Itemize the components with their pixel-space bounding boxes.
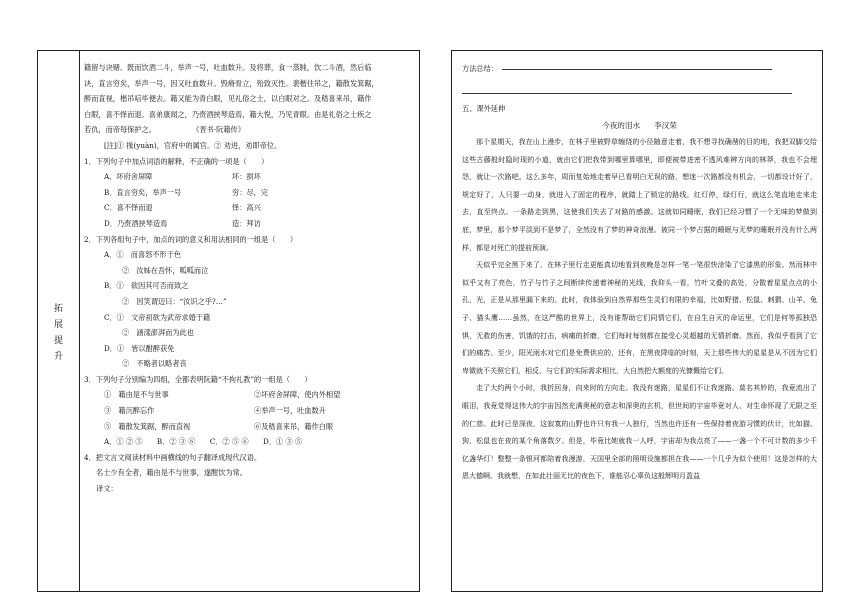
passage-line: 诀，直言穷矣，举声一号，因又吐血数升。毁瘠骨立，殆致灭性。裴楷往吊之，籍散发箕踞， [84, 78, 379, 88]
passage-line: 籍留与诀赌。既而饮酒二斗，举声一号，吐血数升。及将葬，食一蒸肫，饮二斗酒，然后临 [84, 63, 372, 72]
method-summary-row [462, 60, 817, 77]
question-4-sentence: 名士少有全者，籍由是不与世事，遂酣饮为常。 [96, 468, 247, 478]
method-summary-answer-line[interactable] [502, 69, 772, 70]
question-4-stem: 4．把文言文阅读材料中画横线的句子翻译成现代汉语。 [84, 452, 262, 462]
essay-paragraph: 天似乎完全黑下来了，在林子里行走更能真切地看到夜晚是怎样一笔一笔很快涂染了它漆黑的形象。然而林中似乎又有了亮色，竹子与竹子之间断续传递着神秘的光线，我仰头一看，竹叶文叠的高处，分散着星星点点的小孔，光，正是从那里漏下来的。此时，我体验到自然界那些生灵们有限的幸福，比如野猪、松鼠、刺猬、山羊、兔子、猫头鹰……虽然，在这严酷的世界上，没有谁帮助它们同情它们，在自生自灭的命运里，它们是何等孤独恐惧，无救的伤害，饥饿的打击，病痛的折磨，它们每时每刻都在接受心灵超越的无情折磨。然而，我似乎看到了它们的痛苦。至少，阳光雨水对它们是免费供应的，还有，在黑夜降临的时刻，天上那些伟大的星星是从不因为它们卑微就不关照它们，相反，与它们的实际需求相比，大自然把大额度的光慷慨给它们。 [462, 261, 817, 375]
question-2-row: ② 因笑谓迈曰：“汝识之乎?…” [122, 296, 227, 306]
question-1-option: D．乃赍酒挟琴造焉 造：拜访 [104, 218, 261, 228]
question-3-pair: ⑤ 籍散发箕踞，醉而直视 ⑥及嵇喜来吊，籍作白眼 [104, 421, 334, 431]
side-label-char: 拓 [53, 304, 63, 314]
question-1-option: C．喜不怿而退 怿：高兴 [104, 203, 261, 213]
side-label-char: 升 [53, 352, 63, 362]
classical-text-section [84, 60, 416, 497]
question-2-row: A．① 而喜怒不形于色 [104, 250, 182, 260]
question-3-answers: A．① ② ⑤ B．② ③ ⑥ C．② ⑤ ⑥ D．① ③ ⑤ [104, 437, 303, 447]
question-2-stem: 2．下列各组句子中，加点的词的意义和用法相同的一组是（ ） [84, 234, 298, 244]
essay-paragraph: 那个星期天，我在山上漫步，在林子里被野草缠绕的小径随意走着，我不想寻找确凿的目的地，我把双脚交给这些古藤般时隐时现的小道，就由它们把我带到哪里算哪里，即便被带进密不透风难辨方向的林莽，我也不会埋怨，就让一次路吧。这么多年，周而复始地走着早已看明白无误的路，想迷一次路都没有机会，一切都设计好了，规定好了，人只要一动身，就进入了固定的程序，就踏上了锁定的路线，红灯停，绿灯行，就这么笔直地走来走去，直至终点。一条路走到黑，这使我们失去了对路的感激。这就如同睡眠，我们已经习惯了一个无味的梦做到底，梦里，那个梦平淡到不是梦了，全然没有了梦的神奇浪漫。被同一个梦占据的睡眠与无梦的睡眠并没有什么两样，都是对死亡的提前预演。 [462, 138, 817, 252]
question-3-stem: 3．下列句子分别编为四组，全都表明阮籍“不拘礼教”的一组是（ ） [84, 374, 312, 384]
essay-title-row [462, 117, 817, 134]
passage-line: 白眼，喜不怿而退。喜弟康闻之，乃赍酒挟琴造焉，籍大悦，乃见青眼。由是礼俗之士疾之 [84, 109, 372, 119]
passage-line: 若仇，而帝每保护之。 《晋书·阮籍传》 [84, 125, 245, 135]
question-2-row: D．① 皆以酣醉获免 [104, 343, 175, 353]
essay-title: 今夜的泪水 [602, 121, 641, 130]
passage-line: 醉而直视，楷吊唁毕便去。籍又能为青白眼，见礼俗之士，以白眼对之。及嵇喜来吊，籍作 [84, 94, 372, 104]
translation-label: 译文： [96, 484, 118, 494]
question-2-row: ② 汝姊在吾怀，呱呱而泣 [122, 265, 209, 275]
question-3-pair: ① 籍由是不与世事 ②坏府舍屏障，使内外相望 [104, 390, 341, 400]
essay-paragraph: 走了大约两个小时，我折回身，向来时的方向走。我没有迷路，星星们不让我迷路。莫名其妙的，我竟流出了眼泪，我竟觉得这伟大的宇宙因然充满奥秘的意志和深奥的玄机，但世间的宇宙毕竟对人、对生命怀现了无限之至的仁慈。此时已是深夜，这寂寞的山野也许只有我一人独行，当然也许还有一些保持着夜游习惯的伏计，比如猫、狗、松鼠也在夜的某个角落数夕。但是，毕竟比她就我一人呼，宇宙却为我点亮了——一盏一个不可计数的多少千亿盏华灯！整整一条银河都陪着我漫游，天国里全部的照明设施都担在我——一个几乎为似个使用！这是怎样的大恩大德啊。我就想，在如此壮丽无比的夜色下，谁能忍心辜负这般辉明月盈益 [462, 384, 817, 481]
answer-blank-line[interactable] [462, 83, 792, 94]
method-summary-label: 方法总结： [462, 64, 498, 73]
question-2-row: ② 不略者以略者丧 [122, 359, 187, 369]
side-label-char: 展 [53, 320, 63, 330]
right-worksheet-panel [451, 50, 823, 592]
passage-source: 《晋书·阮籍传》 [195, 125, 245, 135]
left-worksheet-panel [37, 50, 420, 592]
essay-author: 李汉荣 [654, 121, 677, 130]
question-2-row: B．① 欲因其可否而致之 [104, 281, 189, 291]
question-1-option: B．直言穷矣，举声一号 穷：尽，完 [104, 187, 268, 197]
section-heading: 五、课外延伸 [462, 104, 506, 113]
question-2-row: ② 涵漾澎湃而为此也 [122, 328, 194, 338]
side-label-char: 提 [53, 336, 63, 346]
side-column [38, 51, 80, 591]
extension-section [462, 60, 817, 486]
question-1-stem: 1．下列句子中加点词语的解释，不正确的一项是（ ） [84, 156, 269, 166]
question-1-option: A．坏府舍屏障 坏：损坏 [104, 172, 261, 182]
side-label-extension [38, 301, 79, 365]
annotation-note: [注]① 掾(yuàn)，官府中的属官。② 劝进，劝即帝位。 [104, 140, 282, 150]
question-2-row: C．① 文帝初欲为武帝求婚于籍 [104, 312, 211, 322]
question-3-pair: ③ 籍沉醉忘作 ④举声一号，吐血数升 [104, 406, 326, 416]
